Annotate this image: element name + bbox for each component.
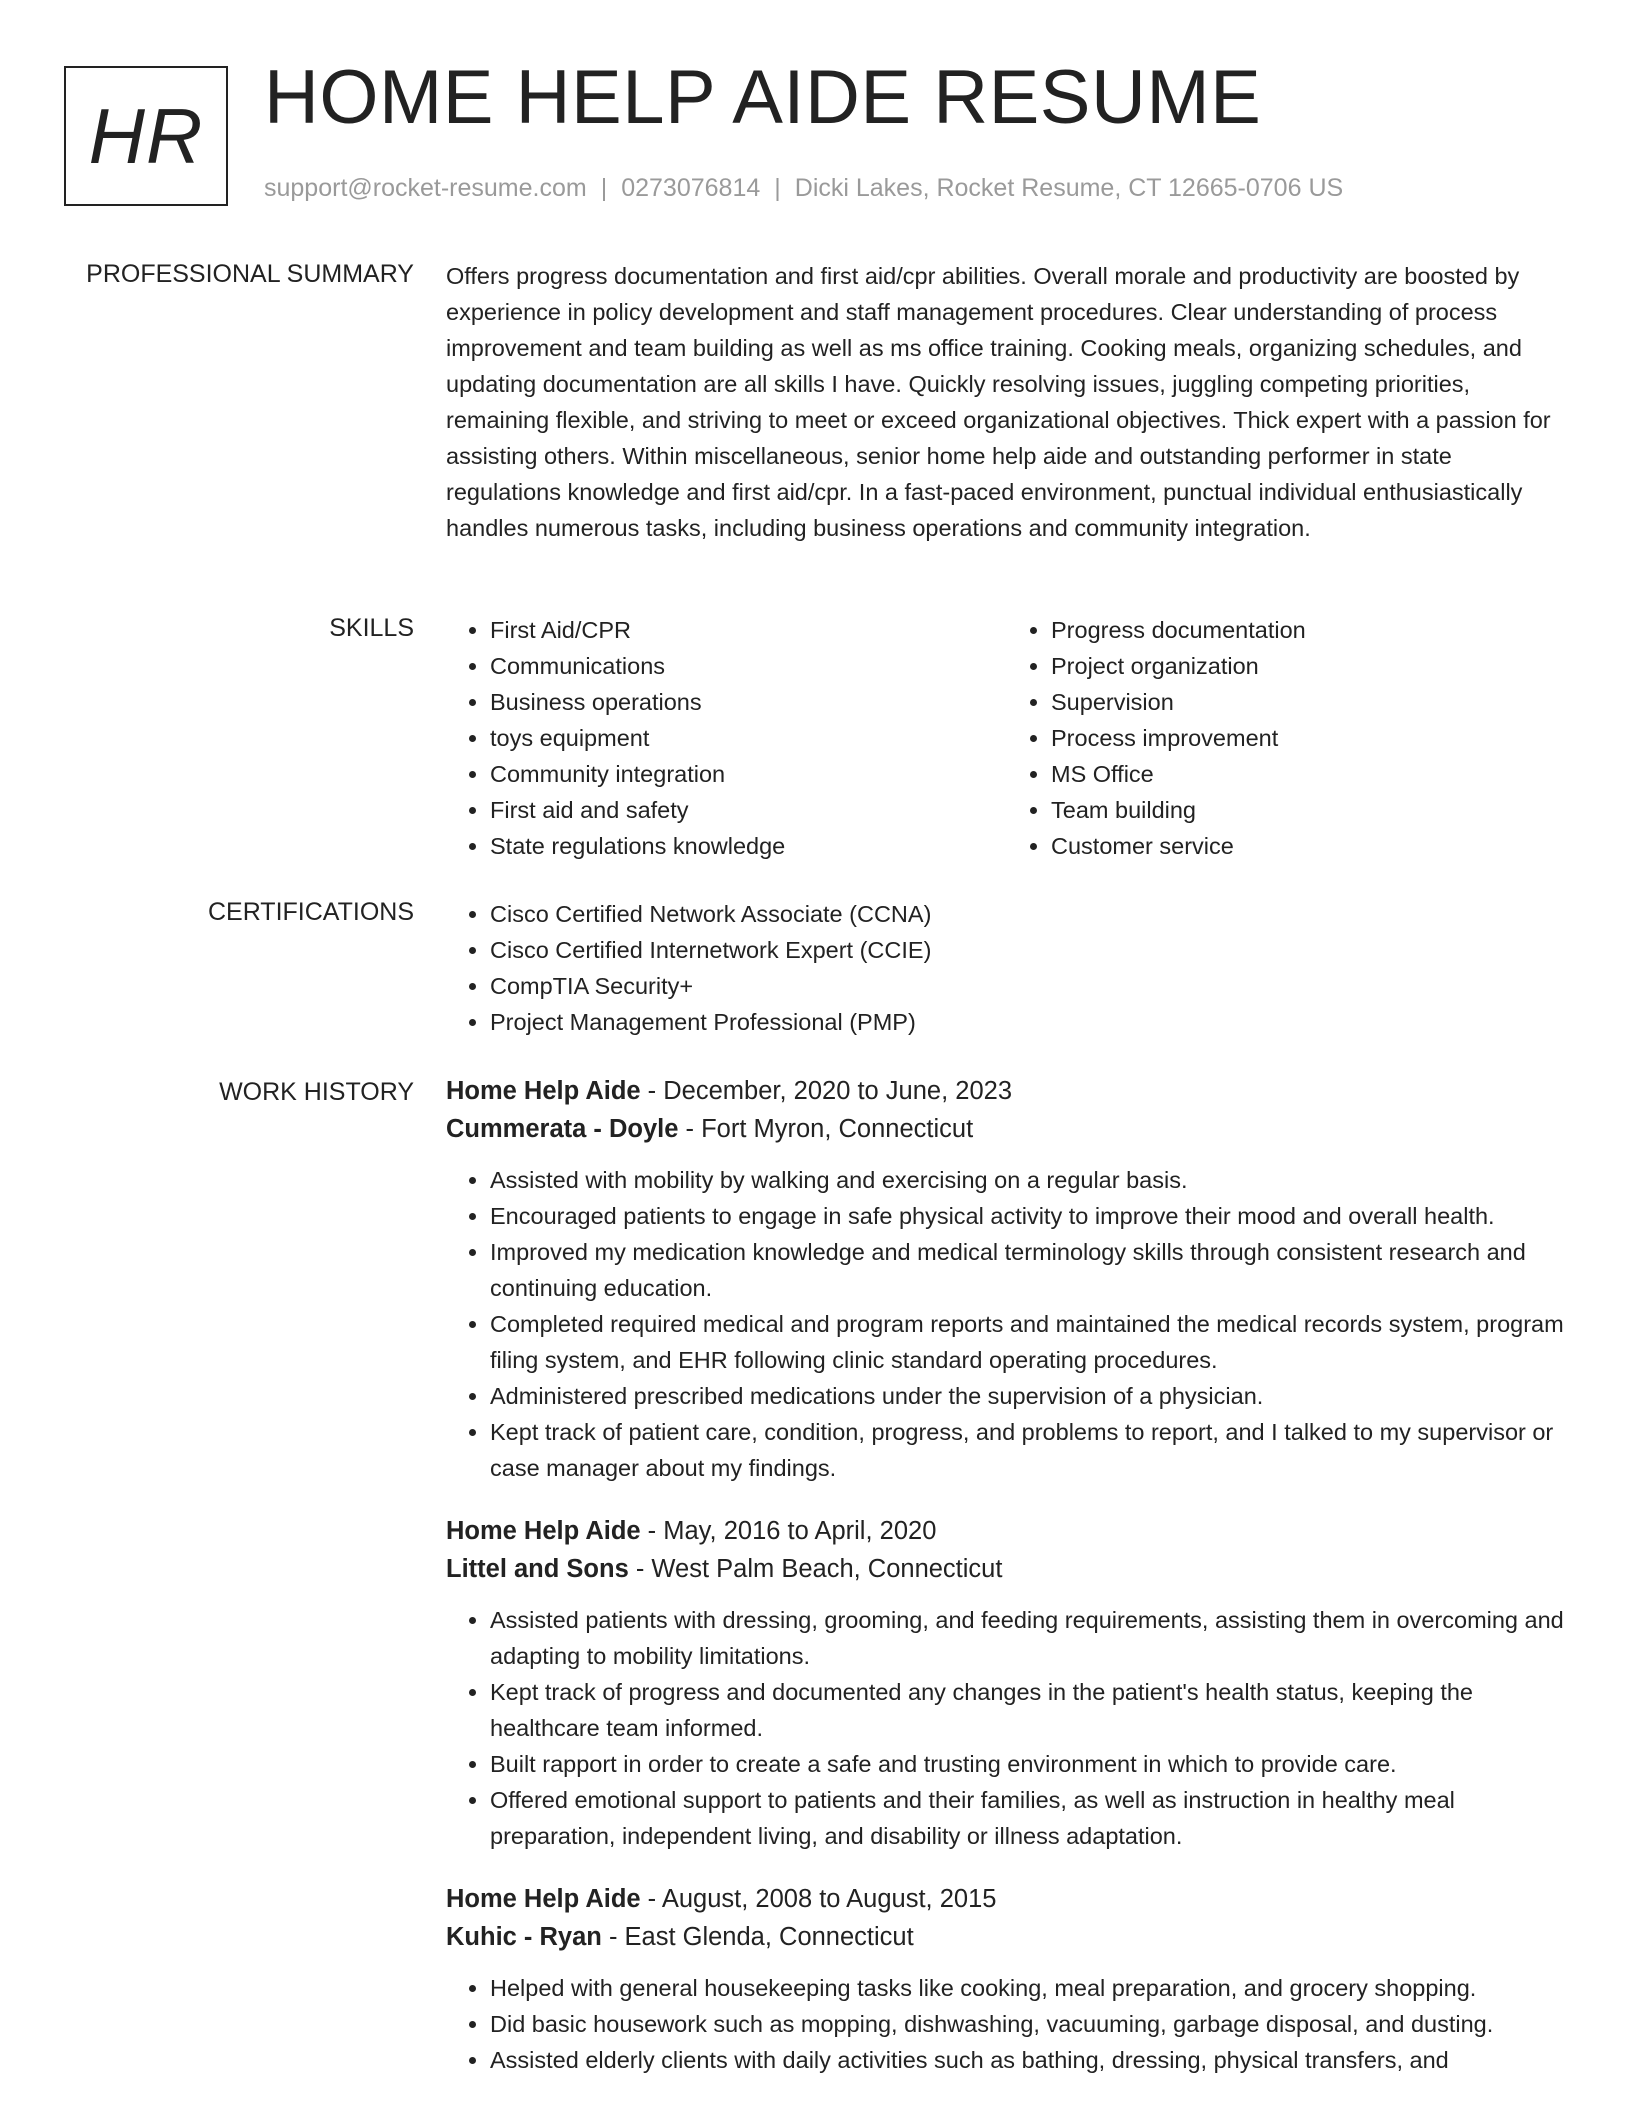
job-duty: • Assisted patients with dressing, grooming, and feeding requirements, assisting them in overcoming and adapting to mobility limitations. [490, 1602, 1568, 1674]
certification-item: • Cisco Certified Internetwork Expert (CCIE) [490, 932, 1568, 968]
skills-body [446, 612, 1568, 864]
skill-item: • Community integration [490, 756, 1007, 792]
skills-heading: SKILLS [329, 614, 414, 642]
skill-item: • Customer service [1051, 828, 1568, 864]
job-duty: • Improved my medication knowledge and medical terminology skills through consistent research and continuing education. [490, 1234, 1568, 1306]
job-dates: - December, 2020 to June, 2023 [640, 1077, 1012, 1105]
job-duties-list [446, 1162, 1568, 1486]
job-company: Cummerata - Doyle [446, 1115, 679, 1143]
resume-title: HOME HELP AIDE RESUME [264, 55, 1262, 140]
job-entry [446, 1512, 1568, 1854]
job-location: - Fort Myron, Connecticut [678, 1115, 974, 1143]
certifications-body [446, 896, 1568, 1040]
monogram-box [64, 66, 228, 206]
monogram-initials: HR [88, 91, 204, 180]
work-history-heading: WORK HISTORY [219, 1078, 414, 1106]
job-duty: • Kept track of progress and documented any changes in the patient's health status, keeping the healthcare team informed. [490, 1674, 1568, 1746]
job-entry [446, 1072, 1568, 1486]
job-duty: • Encouraged patients to engage in safe physical activity to improve their mood and overall health. [490, 1198, 1568, 1234]
skill-item: • Communications [490, 648, 1007, 684]
job-title-line [446, 1880, 1568, 1918]
job-company-line [446, 1110, 1568, 1148]
skill-item: • First Aid/CPR [490, 612, 1007, 648]
contact-address: Dicki Lakes, Rocket Resume, CT 12665-0706 US [794, 174, 1344, 202]
job-duty: • Completed required medical and program reports and maintained the medical records system, program filing system, and EHR following clinic standard operating procedures. [490, 1306, 1568, 1378]
job-duty: • Offered emotional support to patients and their families, as well as instruction in healthy meal preparation, independent living, and disability or illness adaptation. [490, 1782, 1568, 1854]
job-duty: • Assisted elderly clients with daily activities such as bathing, dressing, physical transfers, and [490, 2042, 1568, 2078]
skill-item: • State regulations knowledge [490, 828, 1007, 864]
job-title-line [446, 1072, 1568, 1110]
summary-text: Offers progress documentation and first aid/cpr abilities. Overall morale and productivity are boosted by experience in policy development and staff management procedures. Clear understanding of process improvement and team building as well as ms office training. Cooking meals, organizing schedules, and updating documentation are all skills I have. Quickly resolving issues, juggling competing priorities, remaining flexible, and striving to meet or exceed organizational objectives. Thick expert with a passion for assisting others. Within miscellaneous, senior home help aide and outstanding performer in state regulations knowledge and first aid/cpr. In a fast-paced environment, punctual individual enthusiastically handles numerous tasks, including business operations and community integration. [446, 263, 1551, 541]
summary-body [446, 258, 1568, 546]
certifications-heading: CERTIFICATIONS [207, 898, 414, 926]
job-duty: • Helped with general housekeeping tasks like cooking, meal preparation, and grocery shopping. [490, 1970, 1568, 2006]
certification-item: • Cisco Certified Network Associate (CCNA) [490, 896, 1568, 932]
job-duty: • Assisted with mobility by walking and exercising on a regular basis. [490, 1162, 1568, 1198]
skills-column-left [446, 612, 1007, 864]
job-company: Kuhic - Ryan [446, 1923, 602, 1951]
job-title-line [446, 1512, 1568, 1550]
job-company-line [446, 1550, 1568, 1588]
certification-item: • CompTIA Security+ [490, 968, 1568, 1004]
skill-item: • First aid and safety [490, 792, 1007, 828]
contact-phone: 0273076814 [621, 174, 761, 202]
job-duty: • Built rapport in order to create a safe and trusting environment in which to provide care. [490, 1746, 1568, 1782]
job-duty: • Kept track of patient care, condition, progress, and problems to report, and I talked to my supervisor or case manager about my findings. [490, 1414, 1568, 1486]
contact-line [264, 174, 1343, 203]
skill-item: • Process improvement [1051, 720, 1568, 756]
skill-item: • Business operations [490, 684, 1007, 720]
summary-heading: PROFESSIONAL SUMMARY [86, 260, 414, 288]
job-location: - West Palm Beach, Connecticut [628, 1555, 1003, 1583]
job-title: Home Help Aide [446, 1517, 641, 1545]
job-location: - East Glenda, Connecticut [601, 1923, 914, 1951]
job-entry [446, 1880, 1568, 2078]
job-company: Littel and Sons [446, 1555, 629, 1583]
contact-separator: | [600, 174, 608, 202]
skills-column-right [1007, 612, 1568, 864]
skill-item: • Project organization [1051, 648, 1568, 684]
job-duties-list [446, 1602, 1568, 1854]
job-duty: • Did basic housework such as mopping, dishwashing, vacuuming, garbage disposal, and dusting. [490, 2006, 1568, 2042]
job-duties-list [446, 1970, 1568, 2078]
job-dates: - August, 2008 to August, 2015 [640, 1885, 997, 1913]
skill-item: • Supervision [1051, 684, 1568, 720]
skill-item: • toys equipment [490, 720, 1007, 756]
job-duty: • Administered prescribed medications under the supervision of a physician. [490, 1378, 1568, 1414]
work-history-body [446, 1072, 1568, 2104]
certifications-list [446, 896, 1568, 1040]
job-company-line [446, 1918, 1568, 1956]
contact-separator: | [774, 174, 781, 202]
skill-item: • Team building [1051, 792, 1568, 828]
certification-item: • Project Management Professional (PMP) [490, 1004, 1568, 1040]
job-title: Home Help Aide [446, 1077, 641, 1105]
skill-item: • Progress documentation [1051, 612, 1568, 648]
job-title: Home Help Aide [446, 1885, 641, 1913]
skill-item: • MS Office [1051, 756, 1568, 792]
contact-email: support@rocket-resume.com [264, 174, 587, 202]
job-dates: - May, 2016 to April, 2020 [640, 1517, 937, 1545]
